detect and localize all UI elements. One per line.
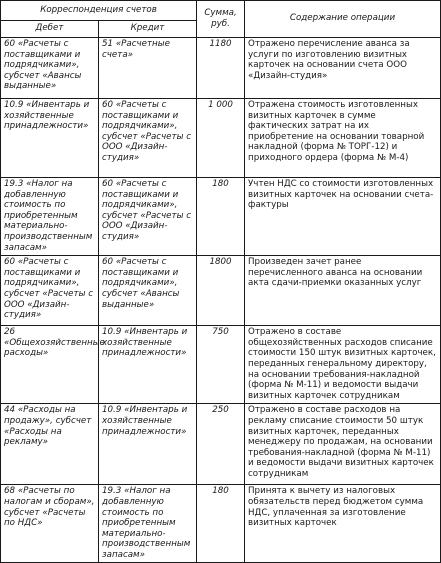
debit-cell: 10.9 «Инвентарь и хозяйственные принадлежности» [1, 99, 99, 178]
header-correspondence: Корреспонденция счетов [1, 1, 197, 21]
credit-cell: 51 «Расчетные счета» [99, 38, 197, 99]
amount-cell: 750 [197, 326, 245, 404]
debit-cell: 26 «Общехозяйственные расходы» [1, 326, 99, 404]
amount-cell: 180 [197, 178, 245, 256]
credit-cell: 10.9 «Инвентарь и хозяйственные принадлежности» [99, 404, 197, 485]
credit-cell: 60 «Расчеты с поставщиками и подрядчиками», субсчет «Расчеты с ООО «Дизайн-студия» [99, 178, 197, 256]
description-cell: Отражено в составе расходов на рекламу списание стоимости 50 штук визитных карточек, переданных менеджеру по продажам, на основании требования-накладной (форма № М-11) и ведомости выдачи визитных карточек сотрудникам [245, 404, 441, 485]
credit-cell: 19.3 «Налог на добавленную стоимость по приобретенным материально-производственным запасам» [99, 485, 197, 563]
amount-cell: 1 000 [197, 99, 245, 178]
description-cell: Учтен НДС со стоимости изготовленных визитных карточек на основании счета-фактуры [245, 178, 441, 256]
table-row [1, 404, 441, 485]
amount-cell: 1800 [197, 256, 245, 326]
amount-cell: 250 [197, 404, 245, 485]
table-row [1, 326, 441, 404]
debit-cell: 60 «Расчеты с поставщиками и подрядчиками», субсчет «Авансы выданные» [1, 38, 99, 99]
amount-cell: 180 [197, 485, 245, 563]
amount-cell: 1180 [197, 38, 245, 99]
debit-cell: 19.3 «Налог на добавленную стоимость по приобретенным материально-производственным запасам» [1, 178, 99, 256]
debit-cell: 60 «Расчеты с поставщиками и подрядчиками», субсчет «Расчеты с ООО «Дизайн-студия» [1, 256, 99, 326]
description-cell: Отражено перечисление аванса за услуги по изготовлению визитных карточек на основании счета ООО «Дизайн-студия» [245, 38, 441, 99]
credit-cell: 60 «Расчеты с поставщиками и подрядчиками», субсчет «Авансы выданные» [99, 256, 197, 326]
description-cell: Принята к вычету из налоговых обязательств перед бюджетом сумма НДС, уплаченная за изготовление визитных карточек [245, 485, 441, 563]
table-row [1, 38, 441, 99]
credit-cell: 60 «Расчеты с поставщиками и подрядчиками», субсчет «Расчеты с ООО «Дизайн-студия» [99, 99, 197, 178]
header-amount: Сумма, руб. [197, 1, 245, 38]
description-cell: Произведен зачет ранее перечисленного аванса на основании акта сдачи-приемки оказанных услуг [245, 256, 441, 326]
table-row [1, 178, 441, 256]
header-credit: Кредит [99, 21, 197, 38]
credit-cell: 10.9 «Инвентарь и хозяйственные принадлежности» [99, 326, 197, 404]
table-row [1, 99, 441, 178]
table-row [1, 485, 441, 563]
description-cell: Отражена стоимость изготовленных визитных карточек в сумме фактических затрат на их приобретение на основании товарной накладной (форма № ТОРГ-12) и приходного ордера (форма № М-4) [245, 99, 441, 178]
description-cell: Отражено в составе общехозяйственных расходов списание стоимости 150 штук визитных карточек, переданных генеральному директору, на основании требования-накладной (форма № М-11) и ведомости выдачи визитных карточек сотрудникам [245, 326, 441, 404]
table-row [1, 256, 441, 326]
debit-cell: 44 «Расходы на продажу», субсчет «Расходы на рекламу» [1, 404, 99, 485]
debit-cell: 68 «Расчеты по налогам и сборам», субсчет «Расчеты по НДС» [1, 485, 99, 563]
header-debit: Дебет [1, 21, 99, 38]
header-operation: Содержание операции [245, 1, 441, 38]
